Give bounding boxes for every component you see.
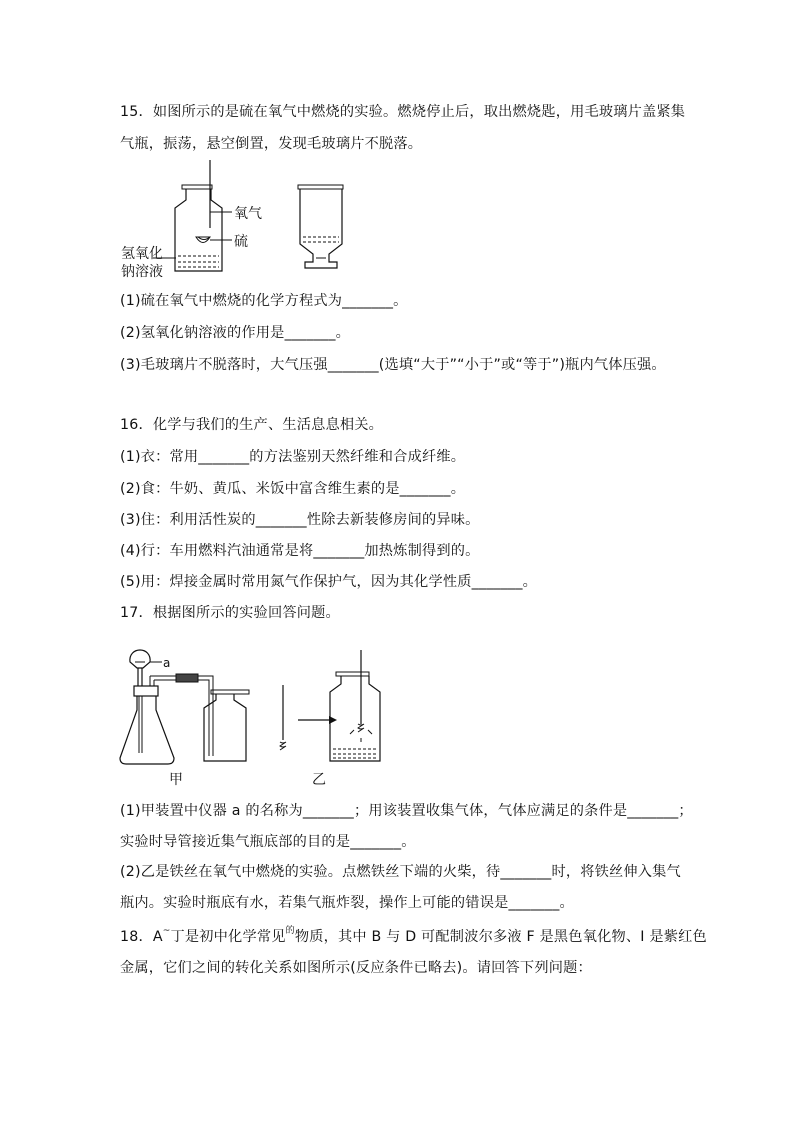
q17-sub1-line2: 实验时导管接近集气瓶底部的目的是_______。 <box>120 834 416 850</box>
q18-superscript-de: 的 <box>285 926 295 936</box>
q15-sub3: (3)毛玻璃片不脱落时，大气压强_______(选填“大于”“小于”或“等于”)瓶内气体压强。 <box>120 357 666 373</box>
q18-stem-line2: 金属，它们之间的转化关系如图所示(反应条件已略去)。请回答下列问题： <box>120 960 592 976</box>
q18-stem-part-c: 物质，其中 B 与 D 可配制波尔多液 F 是黑色氧化物、I 是紫红色 <box>294 929 707 945</box>
q16-sub4: (4)行：车用燃料汽油通常是将_______加热炼制得到的。 <box>120 543 480 559</box>
sulfur-combustion-figure <box>118 158 368 283</box>
label-sulfur: 硫 <box>234 234 248 250</box>
q15-sub1: (1)硫在氧气中燃烧的化学方程式为_______。 <box>120 293 408 309</box>
q16-stem: 16．化学与我们的生产、生活息息相关。 <box>120 417 384 433</box>
q18-tilde: ~ <box>162 926 171 936</box>
q17-sub1-line1: (1)甲装置中仪器 a 的名称为_______；用该装置收集气体，气体应满足的条件是_______； <box>120 803 693 819</box>
label-yi: 乙 <box>312 772 326 788</box>
q17-sub2-line1: (2)乙是铁丝在氧气中燃烧的实验。点燃铁丝下端的火柴，待_______时，将铁丝伸入集气 <box>120 864 681 880</box>
label-jia: 甲 <box>169 772 183 788</box>
label-naoh-line2: 钠溶液 <box>121 264 163 280</box>
q15-stem-line2: 气瓶，振荡，悬空倒置，发现毛玻璃片不脱落。 <box>120 136 423 152</box>
gas-collection-and-iron-figure <box>118 638 438 790</box>
q17-stem: 17．根据图所示的实验回答问题。 <box>120 605 340 621</box>
q17-sub2-line2: 瓶内。实验时瓶底有水，若集气瓶炸裂，操作上可能的错误是_______。 <box>120 895 574 911</box>
q16-sub2: (2)食：牛奶、黄瓜、米饭中富含维生素的是_______。 <box>120 481 466 497</box>
q18-stem-line1 <box>120 927 707 949</box>
q16-sub3: (3)住：利用活性炭的_______性除去新装修房间的异味。 <box>120 512 480 528</box>
q15-stem-line1: 15．如图所示的是硫在氧气中燃烧的实验。燃烧停止后，取出燃烧匙，用毛玻璃片盖紧集 <box>120 104 686 120</box>
label-oxygen: 氧气 <box>234 206 262 222</box>
q18-stem-part-a: 18．A <box>120 929 163 945</box>
q16-sub5: (5)用：焊接金属时常用氮气作保护气，因为其化学性质_______。 <box>120 574 538 590</box>
q18-stem-part-b: 丁是初中化学常见 <box>170 929 286 945</box>
q15-sub2: (2)氢氧化钠溶液的作用是_______。 <box>120 325 351 341</box>
label-naoh-line1: 氢氧化 <box>121 246 163 262</box>
q16-sub1: (1)衣：常用_______的方法鉴别天然纤维和合成纤维。 <box>120 449 466 465</box>
label-a: a <box>163 656 171 670</box>
